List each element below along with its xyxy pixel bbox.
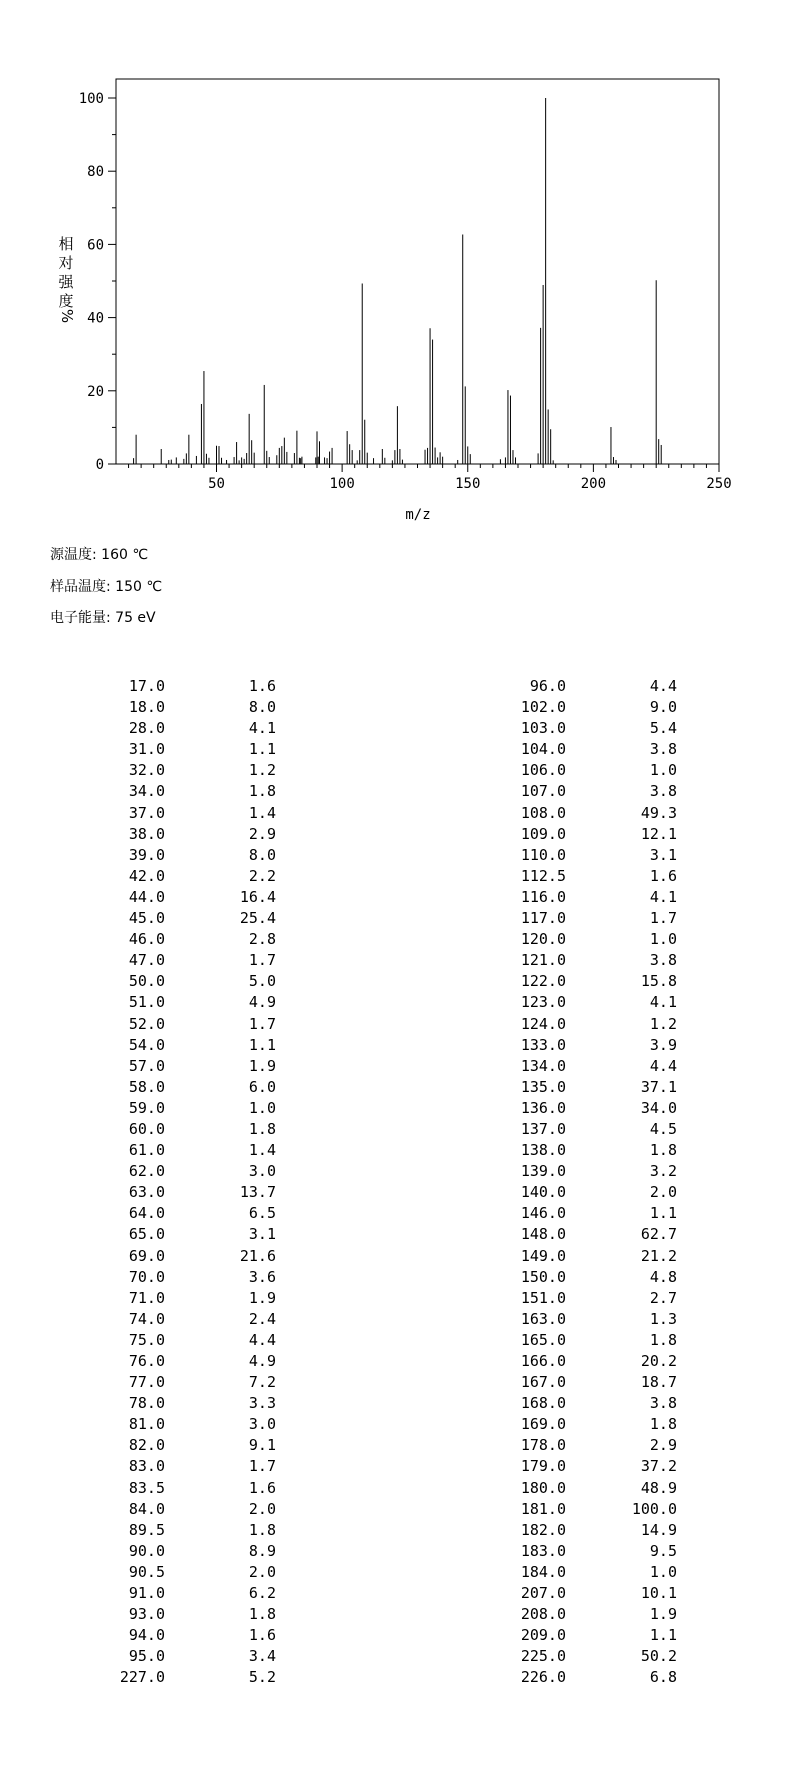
- intensity-value: 6.0: [248, 1077, 276, 1096]
- table-row: [0, 1499, 794, 1520]
- intensity-value: 2.7: [649, 1288, 677, 1307]
- intensity-value: 1.4: [248, 803, 276, 822]
- intensity-value: 2.9: [649, 1436, 677, 1455]
- axis-tick-labels: [79, 91, 732, 492]
- intensity-value: 1.7: [248, 1457, 276, 1476]
- mz-value: 93.0: [128, 1605, 165, 1624]
- svg-text:%: %: [58, 308, 76, 324]
- intensity-value: 1.0: [649, 930, 677, 949]
- mz-value: 96.0: [529, 677, 566, 695]
- intensity-value: 37.1: [640, 1077, 677, 1096]
- intensity-value: 16.4: [239, 887, 276, 906]
- mz-value: 34.0: [128, 782, 165, 801]
- mz-value: 117.0: [520, 909, 566, 928]
- intensity-value: 2.2: [248, 866, 276, 885]
- svg-text:相: 相: [58, 235, 74, 253]
- mz-value: 82.0: [128, 1436, 165, 1455]
- mz-value: 121.0: [520, 951, 566, 970]
- svg-text:强: 强: [58, 273, 74, 291]
- intensity-value: 2.4: [248, 1309, 276, 1328]
- intensity-value: 15.8: [640, 972, 677, 991]
- intensity-value: 3.9: [649, 1035, 677, 1054]
- mz-value: 209.0: [520, 1626, 566, 1645]
- mz-value: 58.0: [128, 1077, 165, 1096]
- intensity-value: 3.4: [248, 1647, 276, 1666]
- x-tick-label: 200: [580, 476, 607, 492]
- intensity-value: 4.4: [248, 1330, 276, 1349]
- mz-value: 91.0: [128, 1584, 165, 1603]
- intensity-value: 3.0: [248, 1162, 276, 1181]
- intensity-value: 2.0: [248, 1562, 276, 1581]
- mz-value: 227.0: [119, 1668, 165, 1687]
- y-tick-label: 100: [78, 91, 104, 107]
- table-row: [0, 1035, 794, 1056]
- table-row: [0, 1267, 794, 1288]
- intensity-value: 3.1: [248, 1225, 276, 1244]
- plot-frame: [116, 79, 719, 464]
- mz-value: 69.0: [128, 1246, 165, 1265]
- mz-value: 62.0: [128, 1162, 165, 1181]
- intensity-value: 1.0: [649, 761, 677, 780]
- intensity-value: 4.1: [649, 993, 677, 1012]
- intensity-value: 1.0: [649, 1562, 677, 1581]
- table-row: [0, 1309, 794, 1330]
- intensity-value: 1.1: [649, 1626, 677, 1645]
- mz-value: 123.0: [520, 993, 566, 1012]
- table-row: [0, 1098, 794, 1119]
- table-row: [0, 866, 794, 887]
- intensity-value: 9.0: [649, 698, 677, 717]
- table-row: [0, 1562, 794, 1583]
- table-row: [0, 992, 794, 1013]
- mz-value: 83.5: [128, 1478, 165, 1497]
- table-row: [0, 845, 794, 866]
- intensity-value: 2.0: [248, 1499, 276, 1518]
- intensity-value: 4.1: [248, 719, 276, 738]
- mz-value: 151.0: [520, 1288, 566, 1307]
- mz-value: 150.0: [520, 1267, 566, 1286]
- table-row: [0, 1182, 794, 1203]
- mz-value: 165.0: [520, 1330, 566, 1349]
- intensity-value: 49.3: [640, 803, 677, 822]
- intensity-value: 1.8: [248, 1605, 276, 1624]
- intensity-value: 3.2: [649, 1162, 677, 1181]
- table-row: [0, 971, 794, 992]
- mz-value: 78.0: [128, 1394, 165, 1413]
- table-row: [0, 739, 794, 760]
- table-row: [0, 781, 794, 802]
- svg-text:度: 度: [58, 292, 74, 310]
- mz-value: 106.0: [520, 761, 566, 780]
- mz-value: 61.0: [128, 1141, 165, 1160]
- intensity-value: 1.1: [248, 740, 276, 759]
- intensity-value: 3.8: [649, 782, 677, 801]
- table-row: [0, 1246, 794, 1267]
- intensity-value: 1.8: [649, 1330, 677, 1349]
- table-row: [0, 887, 794, 908]
- peak-table-right: [0, 676, 794, 1689]
- table-row: [0, 1351, 794, 1372]
- mz-value: 166.0: [520, 1352, 566, 1370]
- svg-text:对: 对: [58, 254, 74, 272]
- intensity-value: 3.3: [248, 1394, 276, 1413]
- table-row: [0, 1435, 794, 1456]
- mz-value: 104.0: [520, 740, 566, 759]
- mass-spectrum-chart: [0, 0, 794, 530]
- intensity-value: 5.0: [248, 972, 276, 991]
- mz-value: 208.0: [520, 1605, 566, 1624]
- table-row: [0, 1056, 794, 1077]
- intensity-value: 1.1: [248, 1035, 276, 1054]
- mz-value: 169.0: [520, 1415, 566, 1434]
- intensity-value: 1.7: [248, 951, 276, 970]
- mz-value: 90.0: [128, 1541, 165, 1560]
- mz-value: 47.0: [128, 951, 165, 970]
- intensity-value: 1.3: [649, 1309, 677, 1328]
- mz-value: 45.0: [128, 909, 165, 928]
- mz-value: 179.0: [520, 1457, 566, 1476]
- y-tick-label: 40: [87, 310, 104, 327]
- intensity-value: 37.2: [640, 1457, 677, 1476]
- intensity-value: 1.8: [248, 1119, 276, 1138]
- intensity-value: 6.2: [248, 1584, 276, 1603]
- table-row: [0, 1414, 794, 1435]
- mz-value: 110.0: [520, 845, 566, 864]
- mz-value: 50.0: [128, 972, 165, 991]
- intensity-value: 4.5: [649, 1119, 677, 1138]
- table-row: [0, 1330, 794, 1351]
- mz-value: 46.0: [128, 930, 165, 949]
- intensity-value: 6.5: [248, 1204, 276, 1223]
- mz-value: 137.0: [520, 1119, 566, 1138]
- mz-value: 133.0: [520, 1035, 566, 1054]
- intensity-value: 4.4: [649, 677, 677, 695]
- intensity-value: 10.1: [640, 1584, 677, 1603]
- mz-value: 184.0: [520, 1562, 566, 1581]
- mz-value: 37.0: [128, 803, 165, 822]
- electron-energy: 电子能量: 75 eV: [50, 610, 156, 626]
- mz-value: 138.0: [520, 1141, 566, 1160]
- table-row: [0, 697, 794, 718]
- mz-value: 89.5: [128, 1520, 165, 1539]
- table-row: [0, 1014, 794, 1035]
- intensity-value: 8.0: [248, 845, 276, 864]
- x-tick-label: 50: [208, 476, 225, 492]
- intensity-value: 3.8: [649, 1394, 677, 1413]
- intensity-value: 34.0: [640, 1098, 677, 1117]
- intensity-value: 1.8: [248, 782, 276, 801]
- intensity-value: 1.8: [248, 1520, 276, 1539]
- table-row: [0, 1604, 794, 1625]
- intensity-value: 1.4: [248, 1141, 276, 1160]
- mz-value: 226.0: [520, 1668, 566, 1687]
- intensity-value: 1.6: [248, 1478, 276, 1497]
- intensity-value: 4.1: [649, 887, 677, 906]
- intensity-value: 4.9: [248, 1352, 276, 1370]
- table-row: [0, 1520, 794, 1541]
- mz-value: 146.0: [520, 1204, 566, 1223]
- mz-value: 32.0: [128, 761, 165, 780]
- intensity-value: 2.0: [649, 1183, 677, 1202]
- mz-value: 39.0: [128, 845, 165, 864]
- mz-value: 207.0: [520, 1584, 566, 1603]
- table-row: [0, 1372, 794, 1393]
- mz-value: 95.0: [128, 1647, 165, 1666]
- intensity-value: 1.9: [248, 1056, 276, 1075]
- mz-value: 70.0: [128, 1267, 165, 1286]
- table-row: [0, 1625, 794, 1646]
- table-row: [0, 1478, 794, 1499]
- intensity-value: 1.1: [649, 1204, 677, 1223]
- table-row: [0, 824, 794, 845]
- table-row: [0, 1646, 794, 1667]
- mz-value: 168.0: [520, 1394, 566, 1413]
- table-row: [0, 718, 794, 739]
- mz-value: 163.0: [520, 1309, 566, 1328]
- intensity-value: 4.8: [649, 1267, 677, 1286]
- intensity-value: 1.0: [248, 1098, 276, 1117]
- intensity-value: 4.4: [649, 1056, 677, 1075]
- intensity-value: 18.7: [640, 1373, 677, 1392]
- mz-value: 181.0: [520, 1499, 566, 1518]
- y-axis-label: [58, 235, 76, 323]
- intensity-value: 5.2: [248, 1668, 276, 1687]
- intensity-value: 1.9: [248, 1288, 276, 1307]
- mz-value: 44.0: [128, 887, 165, 906]
- y-tick-label: 20: [87, 383, 104, 400]
- intensity-value: 3.0: [248, 1415, 276, 1434]
- intensity-value: 3.8: [649, 740, 677, 759]
- mz-value: 42.0: [128, 866, 165, 885]
- x-tick-label: 250: [706, 476, 732, 492]
- intensity-value: 14.9: [640, 1520, 677, 1539]
- intensity-value: 13.7: [239, 1183, 276, 1202]
- mz-value: 52.0: [128, 1014, 165, 1033]
- mz-value: 94.0: [128, 1626, 165, 1645]
- intensity-value: 9.1: [248, 1436, 276, 1455]
- mz-value: 167.0: [520, 1373, 566, 1392]
- mz-value: 65.0: [128, 1225, 165, 1244]
- y-tick-label: 80: [87, 164, 104, 181]
- mz-value: 225.0: [520, 1647, 566, 1666]
- mz-value: 57.0: [128, 1056, 165, 1075]
- intensity-value: 6.8: [649, 1668, 677, 1687]
- intensity-value: 7.2: [248, 1373, 276, 1392]
- intensity-value: 5.4: [649, 719, 677, 738]
- mz-value: 51.0: [128, 993, 165, 1012]
- table-row: [0, 803, 794, 824]
- intensity-value: 1.8: [649, 1141, 677, 1160]
- intensity-value: 48.9: [640, 1478, 677, 1497]
- mz-value: 135.0: [520, 1077, 566, 1096]
- intensity-value: 12.1: [640, 824, 677, 843]
- mz-value: 54.0: [128, 1035, 165, 1054]
- table-row: [0, 1140, 794, 1161]
- mz-value: 139.0: [520, 1162, 566, 1181]
- mz-value: 134.0: [520, 1056, 566, 1075]
- mz-value: 63.0: [128, 1183, 165, 1202]
- mz-value: 74.0: [128, 1309, 165, 1328]
- mz-value: 18.0: [128, 698, 165, 717]
- x-axis-label: m/z: [405, 507, 431, 523]
- mz-value: 77.0: [128, 1373, 165, 1392]
- axis-ticks: [108, 98, 719, 472]
- mz-value: 60.0: [128, 1119, 165, 1138]
- mz-value: 109.0: [520, 824, 566, 843]
- mz-value: 116.0: [520, 887, 566, 906]
- intensity-value: 1.7: [248, 1014, 276, 1033]
- table-row: [0, 1224, 794, 1245]
- intensity-value: 1.2: [248, 761, 276, 780]
- mz-value: 178.0: [520, 1436, 566, 1455]
- table-row: [0, 1541, 794, 1562]
- intensity-value: 50.2: [640, 1647, 677, 1666]
- intensity-value: 8.9: [248, 1541, 276, 1560]
- source-temperature: 源温度: 160 ℃: [50, 547, 149, 563]
- mz-value: 107.0: [520, 782, 566, 801]
- table-row: [0, 760, 794, 781]
- mz-value: 102.0: [520, 698, 566, 717]
- table-row: [0, 929, 794, 950]
- intensity-value: 3.1: [649, 845, 677, 864]
- mz-value: 31.0: [128, 740, 165, 759]
- intensity-value: 2.9: [248, 824, 276, 843]
- mz-value: 76.0: [128, 1352, 165, 1370]
- mz-value: 81.0: [128, 1415, 165, 1434]
- intensity-value: 1.6: [248, 1626, 276, 1645]
- mz-value: 148.0: [520, 1225, 566, 1244]
- table-row: [0, 1583, 794, 1604]
- intensity-value: 4.9: [248, 993, 276, 1012]
- y-tick-label: 0: [95, 457, 104, 473]
- mz-value: 64.0: [128, 1204, 165, 1223]
- mz-value: 75.0: [128, 1330, 165, 1349]
- mz-value: 122.0: [520, 972, 566, 991]
- intensity-value: 1.7: [649, 909, 677, 928]
- mz-value: 38.0: [128, 824, 165, 843]
- table-row: [0, 1667, 794, 1688]
- mz-value: 84.0: [128, 1499, 165, 1518]
- acquisition-conditions: [50, 540, 162, 635]
- table-row: [0, 1077, 794, 1098]
- mz-value: 140.0: [520, 1183, 566, 1202]
- mz-value: 90.5: [128, 1562, 165, 1581]
- intensity-value: 1.6: [649, 866, 677, 885]
- table-row: [0, 908, 794, 929]
- mz-value: 180.0: [520, 1478, 566, 1497]
- intensity-value: 3.6: [248, 1267, 276, 1286]
- peak-bars: [134, 98, 662, 464]
- x-tick-label: 150: [455, 476, 481, 492]
- mz-value: 59.0: [128, 1098, 165, 1117]
- table-row: [0, 676, 794, 697]
- mz-value: 124.0: [520, 1014, 566, 1033]
- intensity-value: 21.6: [239, 1246, 276, 1265]
- table-row: [0, 1161, 794, 1182]
- mz-value: 103.0: [520, 719, 566, 738]
- mz-value: 28.0: [128, 719, 165, 738]
- intensity-value: 1.2: [649, 1014, 677, 1033]
- intensity-value: 21.2: [640, 1246, 677, 1265]
- mz-value: 136.0: [520, 1098, 566, 1117]
- intensity-value: 1.6: [248, 677, 276, 695]
- table-row: [0, 950, 794, 971]
- intensity-value: 25.4: [239, 909, 276, 928]
- intensity-value: 2.8: [248, 930, 276, 949]
- mz-value: 120.0: [520, 930, 566, 949]
- mz-value: 83.0: [128, 1457, 165, 1476]
- mz-value: 149.0: [520, 1246, 566, 1265]
- x-tick-label: 100: [329, 476, 355, 492]
- table-row: [0, 1119, 794, 1140]
- table-row: [0, 1288, 794, 1309]
- intensity-value: 62.7: [640, 1225, 677, 1244]
- mz-value: 183.0: [520, 1541, 566, 1560]
- intensity-value: 9.5: [649, 1541, 677, 1560]
- intensity-value: 3.8: [649, 951, 677, 970]
- intensity-value: 20.2: [640, 1352, 677, 1370]
- intensity-value: 8.0: [248, 698, 276, 717]
- intensity-value: 1.8: [649, 1415, 677, 1434]
- table-row: [0, 1456, 794, 1477]
- table-row: [0, 1393, 794, 1414]
- table-row: [0, 1203, 794, 1224]
- intensity-value: 100.0: [631, 1499, 677, 1518]
- sample-temperature: 样品温度: 150 ℃: [50, 578, 163, 595]
- mz-value: 71.0: [128, 1288, 165, 1307]
- mz-value: 108.0: [520, 803, 566, 822]
- intensity-value: 1.9: [649, 1605, 677, 1624]
- mz-value: 17.0: [128, 677, 165, 695]
- mz-value: 112.5: [520, 866, 566, 885]
- mz-value: 182.0: [520, 1520, 566, 1539]
- y-tick-label: 60: [87, 237, 104, 254]
